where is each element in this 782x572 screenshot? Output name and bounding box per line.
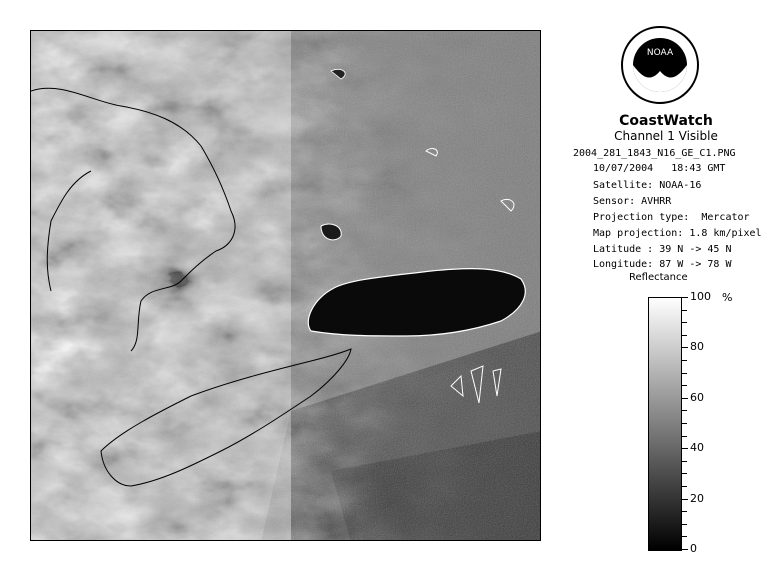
- colorbar-minor-tick: [682, 385, 687, 386]
- colorbar-tick-label: 0: [690, 542, 697, 555]
- colorbar-minor-tick: [682, 461, 687, 462]
- sensor-info: Sensor: AVHRR: [593, 196, 672, 207]
- colorbar-minor-tick: [682, 436, 687, 437]
- app-title: CoastWatch: [619, 113, 713, 129]
- reflectance-colorbar: [648, 297, 682, 551]
- colorbar-tick-label: 20: [690, 491, 704, 505]
- colorbar-major-tick: [682, 297, 688, 298]
- colorbar-minor-tick: [682, 536, 687, 537]
- colorbar-tick-label: 40: [690, 441, 704, 455]
- colorbar-tick-label: 80: [690, 340, 704, 354]
- longitude-range: Longitude: 87 W -> 78 W: [593, 259, 732, 270]
- filename: 2004_281_1843_N16_GE_C1.PNG: [573, 148, 736, 159]
- colorbar-minor-tick: [682, 373, 687, 374]
- latitude-range: Latitude : 39 N -> 45 N: [593, 244, 732, 255]
- map-projection: Map projection: 1.8 km/pixel: [593, 228, 762, 239]
- colorbar-tick-label: 60: [690, 390, 704, 404]
- noaa-logo: [620, 25, 700, 105]
- colorbar-minor-tick: [682, 423, 687, 424]
- colorbar-major-tick: [682, 499, 688, 500]
- satellite-info: Satellite: NOAA-16: [593, 180, 702, 191]
- colorbar-major-tick: [682, 448, 688, 449]
- colorbar-minor-tick: [682, 335, 687, 336]
- colorbar-tick-label: 100: [690, 290, 711, 303]
- colorbar-major-tick: [682, 347, 688, 348]
- colorbar-title: Reflectance: [629, 272, 688, 283]
- colorbar-minor-tick: [682, 360, 687, 361]
- colorbar-minor-tick: [682, 473, 687, 474]
- logo-text: NOAA: [646, 48, 674, 58]
- colorbar-minor-tick: [682, 511, 687, 512]
- colorbar-major-tick: [682, 549, 688, 550]
- satellite-image: [30, 30, 541, 541]
- datetime: 10/07/2004 18:43 GMT: [593, 163, 726, 174]
- colorbar-minor-tick: [682, 486, 687, 487]
- projection-type: Projection type: Mercator: [593, 212, 750, 223]
- colorbar-major-tick: [682, 398, 688, 399]
- colorbar-unit: %: [722, 291, 733, 304]
- colorbar-minor-tick: [682, 524, 687, 525]
- colorbar-minor-tick: [682, 322, 687, 323]
- channel-subtitle: Channel 1 Visible: [614, 129, 718, 143]
- colorbar-minor-tick: [682, 410, 687, 411]
- colorbar-minor-tick: [682, 310, 687, 311]
